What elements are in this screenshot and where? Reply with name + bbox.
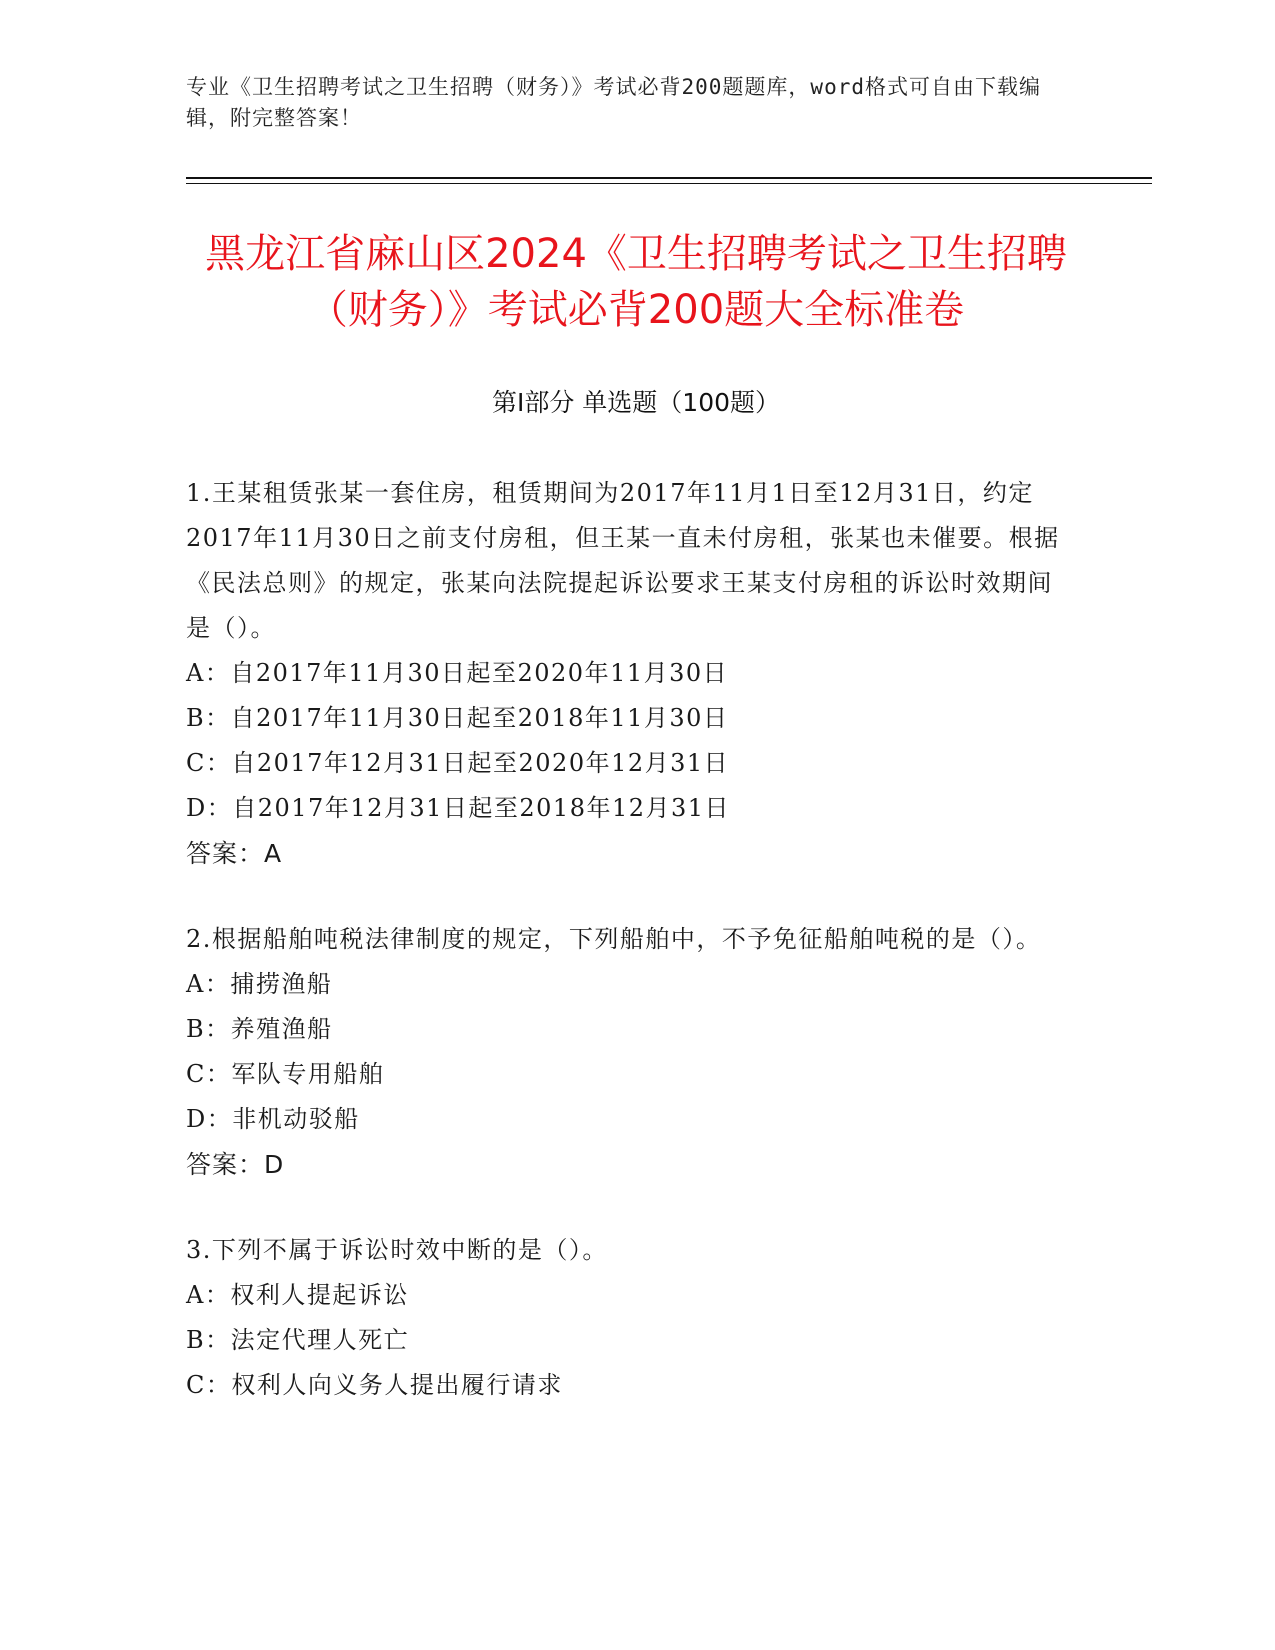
header-divider-thin — [186, 183, 1152, 184]
question-stem: 2.根据船舶吨税法律制度的规定，下列船舶中，不予免征船舶吨税的是（）。 — [186, 925, 1042, 953]
question-2 — [186, 917, 1066, 1187]
option-b: B：自2017年11月30日起至2018年11月30日 — [186, 704, 729, 732]
option-c: C：自2017年12月31日起至2020年12月31日 — [186, 749, 730, 777]
section-heading: 第Ⅰ部分 单选题（100题） — [491, 388, 781, 417]
document-title: 黑龙江省麻山区2024《卫生招聘考试之卫生招聘（财务）》考试必背200题大全标准卷 — [205, 231, 1067, 333]
option-c: C：军队专用船舶 — [186, 1060, 385, 1088]
option-d: D：自2017年12月31日起至2018年12月31日 — [186, 794, 731, 822]
question-stem: 3.下列不属于诉讼时效中断的是（）。 — [186, 1236, 608, 1264]
question-3 — [186, 1228, 1066, 1408]
question-list — [186, 471, 1066, 1449]
header-divider-thick — [186, 177, 1152, 179]
option-b: B：养殖渔船 — [186, 1015, 333, 1043]
option-c: C：权利人向义务人提出履行请求 — [186, 1371, 563, 1399]
option-b: B：法定代理人死亡 — [186, 1326, 410, 1354]
header-note: 专业《卫生招聘考试之卫生招聘（财务）》考试必背200题题库，word格式可自由下载编辑，附完整答案！ — [186, 75, 1041, 130]
option-a: A：自2017年11月30日起至2020年11月30日 — [186, 659, 729, 687]
answer-line: 答案：A — [186, 839, 283, 868]
question-stem: 1.王某租赁张某一套住房，租赁期间为2017年11月1日至12月31日，约定2017年11月30日之前支付房租，但王某一直未付房租，张某也未催要。根据《民法总则》的规定，张某向法院提起诉讼要求王某支付房租的诉讼时效期间是（）。 — [186, 479, 1060, 642]
question-1 — [186, 471, 1066, 876]
answer-line: 答案：D — [186, 1150, 285, 1179]
option-a: A：捕捞渔船 — [186, 970, 333, 998]
option-d: D：非机动驳船 — [186, 1105, 360, 1133]
option-a: A：权利人提起诉讼 — [186, 1281, 409, 1309]
